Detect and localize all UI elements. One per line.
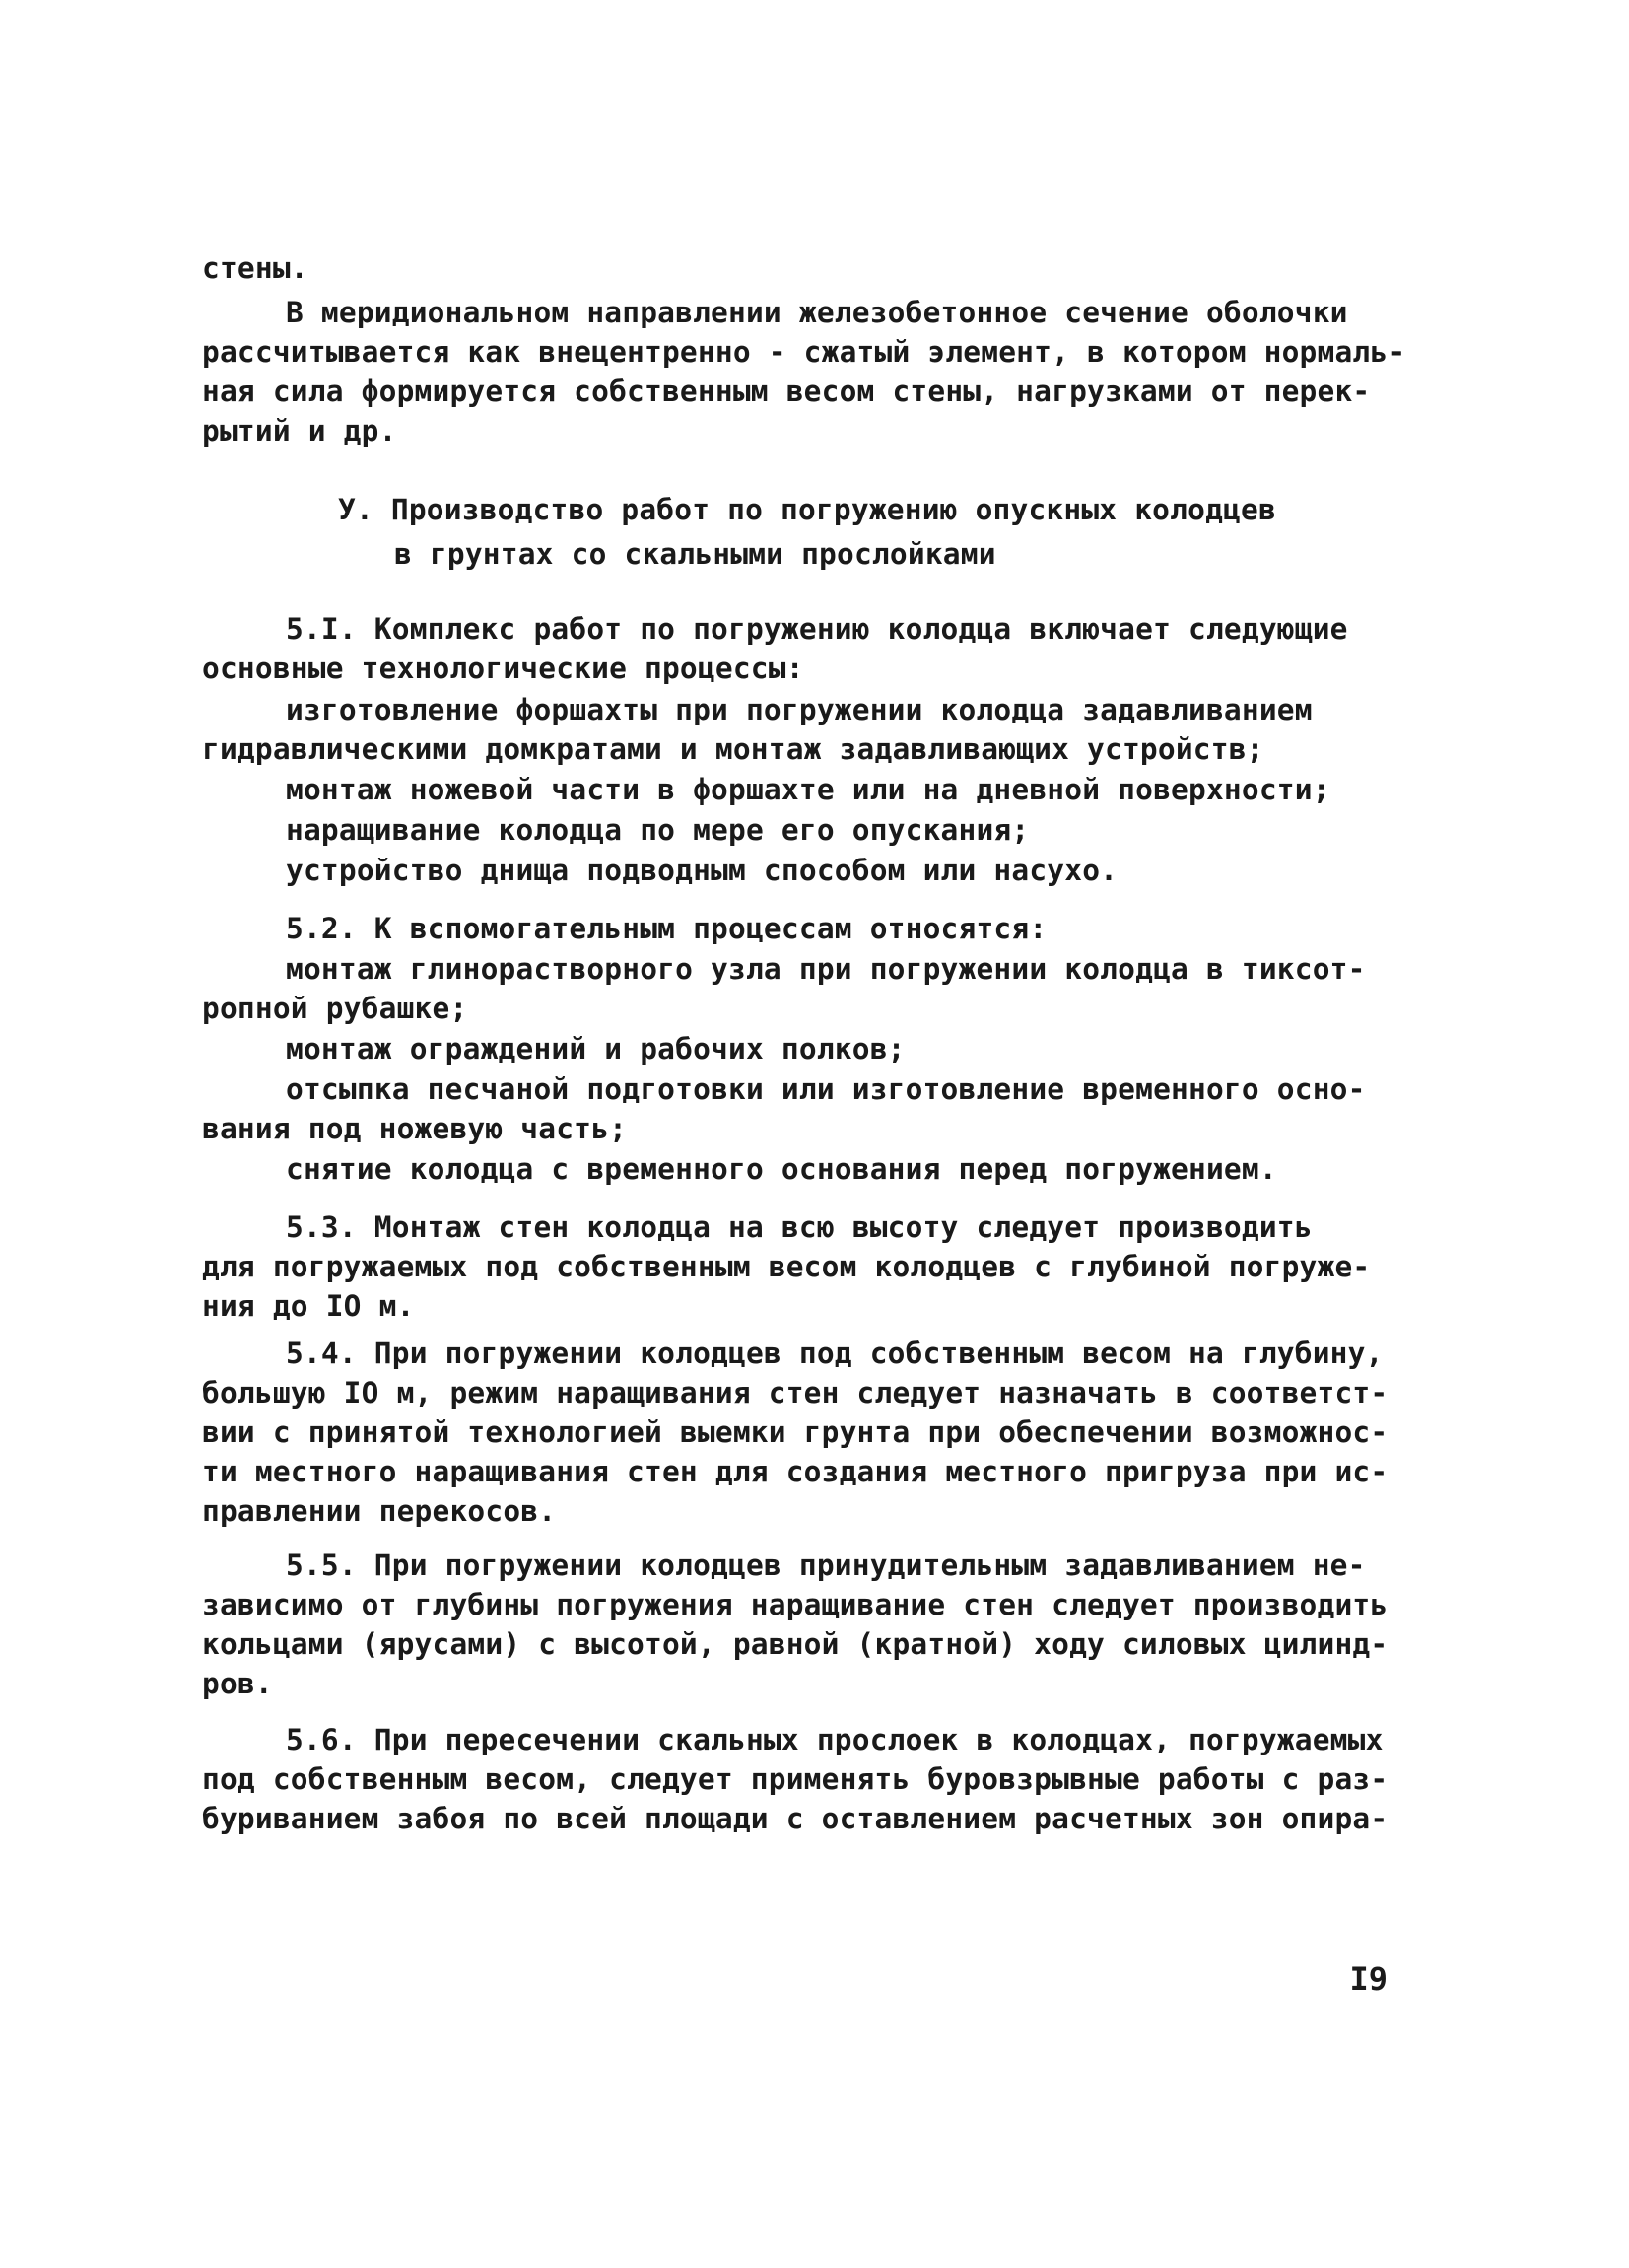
text-line: рытий и др.: [202, 414, 397, 447]
text-line: кольцами (ярусами) с высотой, равной (кратной) ходу силовых цилинд-: [202, 1627, 1389, 1661]
text-line-paragraph-start: В меридиональном направлении железобетонное сечение оболочки: [286, 296, 1348, 329]
text-line: для погружаемых под собственным весом колодцев с глубиной погруже-: [202, 1250, 1371, 1283]
text-line: ропной рубашке;: [202, 992, 468, 1025]
clause-5-1: 5.I. Комплекс работ по погружению колодца включает следующие: [286, 612, 1348, 646]
text-line-continuation: стены.: [202, 251, 308, 285]
list-item: монтаж глинорастворного узла при погружении колодца в тиксот-: [286, 952, 1366, 986]
text-line: ти местного наращивания стен для создания местного пригруза при ис-: [202, 1455, 1389, 1488]
section-heading-line-1: У. Производство работ по погружению опускных колодцев: [338, 493, 1276, 526]
list-item: отсыпка песчаной подготовки или изготовление временного осно-: [286, 1072, 1366, 1106]
text-line: буриванием забоя по всей площади с оставлением расчетных зон опира-: [202, 1802, 1389, 1835]
page-number: I9: [1349, 1960, 1388, 1998]
text-line: ная сила формируется собственным весом стены, нагрузками от перек-: [202, 375, 1371, 408]
text-line: вии с принятой технологией выемки грунта при обеспечении возможнос-: [202, 1415, 1389, 1449]
clause-5-6: 5.6. При пересечении скальных прослоек в колодцах, погружаемых: [286, 1723, 1384, 1756]
list-item: монтаж ножевой части в форшахте или на дневной поверхности;: [286, 773, 1330, 806]
clause-5-5: 5.5. При погружении колодцев принудительным задавливанием не-: [286, 1548, 1366, 1582]
text-line: гидравлическими домкратами и монтаж задавливающих устройств;: [202, 732, 1264, 766]
list-item: изготовление форшахты при погружении колодца задавливанием: [286, 693, 1313, 726]
text-line: правлении перекосов.: [202, 1494, 557, 1528]
text-line: основные технологические процессы:: [202, 652, 804, 685]
clause-5-2: 5.2. К вспомогательным процессам относятся:: [286, 912, 1048, 945]
list-item: устройство днища подводным способом или насухо.: [286, 854, 1119, 887]
section-heading-line-2: в грунтах со скальными прослойками: [394, 537, 996, 571]
list-item: наращивание колодца по мере его опускания;: [286, 813, 1030, 847]
text-line: большую IO м, режим наращивания стен следует назначать в соответст-: [202, 1376, 1389, 1409]
text-line: вания под ножевую часть;: [202, 1112, 628, 1145]
list-item: монтаж ограждений и рабочих полков;: [286, 1032, 906, 1065]
text-line: под собственным весом, следует применять буровзрывные работы с раз-: [202, 1762, 1389, 1796]
text-line: зависимо от глубины погружения наращивание стен следует производить: [202, 1588, 1389, 1621]
text-line: рассчитывается как внецентренно - сжатый элемент, в котором нормаль-: [202, 335, 1406, 369]
clause-5-4: 5.4. При погружении колодцев под собственным весом на глубину,: [286, 1337, 1384, 1370]
clause-5-3: 5.3. Монтаж стен колодца на всю высоту следует производить: [286, 1210, 1313, 1244]
text-line: ния до IO м.: [202, 1289, 415, 1323]
text-line: ров.: [202, 1667, 273, 1700]
list-item: снятие колодца с временного основания перед погружением.: [286, 1152, 1277, 1186]
